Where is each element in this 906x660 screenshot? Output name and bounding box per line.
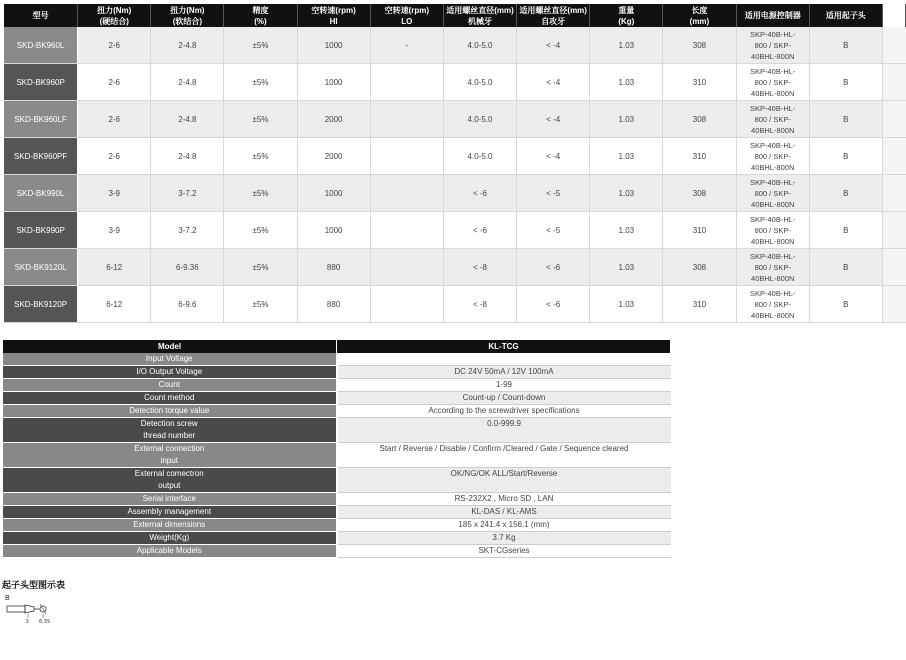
controller-row-value: Start / Reverse / Disable / Confirm /Cleared / Gate / Sequence cleared (337, 443, 671, 468)
spec-row (4, 175, 906, 212)
controller-row-value: 0.0-999.9 (337, 418, 671, 443)
spec-cell-length: 308 (663, 175, 736, 212)
spec-cell-acc: ±5% (224, 212, 297, 249)
controller-row (3, 353, 671, 366)
controller-row-value: 185 x 241.4 x 156.1 (mm) (337, 519, 671, 532)
spec-cell-bit: B (809, 212, 882, 249)
controller-row-label: Assembly management (3, 506, 337, 519)
spec-row-filler (882, 212, 905, 249)
spec-cell-soft: 2-4.8 (151, 64, 224, 101)
controller-row-label: External dimensions (3, 519, 337, 532)
spec-cell-length: 310 (663, 64, 736, 101)
spec-cell-weight: 1.03 (590, 286, 663, 323)
spec-cell-hi: 1000 (297, 64, 370, 101)
spec-cell-weight: 1.03 (590, 27, 663, 64)
spec-row (4, 64, 906, 101)
controller-row (3, 545, 671, 558)
spec-cell-bit: B (809, 175, 882, 212)
spec-cell-length: 310 (663, 138, 736, 175)
spec-cell-lo (370, 101, 443, 138)
spec-header-row (4, 4, 906, 27)
spec-header-7: 适用螺丝直径(mm) 自攻牙 (517, 4, 590, 27)
spec-cell-lo: - (370, 27, 443, 64)
controller-row-value: Count-up / Count-down (337, 392, 671, 405)
controller-row-value: RS-232X2 , Micro SD , LAN (337, 493, 671, 506)
spec-cell-mech: < -6 (443, 175, 516, 212)
controller-row-value (337, 353, 671, 366)
spec-cell-acc: ±5% (224, 101, 297, 138)
spec-cell-self: < -5 (517, 212, 590, 249)
controller-row-label: External comectron output (3, 468, 337, 493)
controller-table (3, 340, 671, 558)
spec-header-9: 长度 (mm) (663, 4, 736, 27)
spec-cell-self: < -4 (517, 138, 590, 175)
spec-cell-controller: SKP-40B-HL- 800 / SKP- 40BHL-800N (736, 27, 809, 64)
spec-row-filler (882, 27, 905, 64)
spec-header-0: 型号 (4, 4, 78, 27)
spec-header-filler (882, 4, 905, 27)
controller-row-label: Count (3, 379, 337, 392)
controller-row-label: External connection input (3, 443, 337, 468)
spec-cell-hard: 2-6 (78, 64, 151, 101)
spec-cell-hard: 3-9 (78, 175, 151, 212)
spec-cell-hi: 2000 (297, 138, 370, 175)
controller-row-label: Detection torque value (3, 405, 337, 418)
controller-row-value: OK/NG/OK ALL/Start/Reverse (337, 468, 671, 493)
spec-cell-hard: 3-9 (78, 212, 151, 249)
spec-cell-bit: B (809, 138, 882, 175)
spec-cell-hard: 6-12 (78, 249, 151, 286)
spec-header-4: 空转速(rpm) HI (297, 4, 370, 27)
controller-row (3, 418, 671, 443)
spec-cell-hi: 880 (297, 249, 370, 286)
spec-cell-lo (370, 138, 443, 175)
spec-cell-acc: ±5% (224, 286, 297, 323)
spec-cell-acc: ±5% (224, 175, 297, 212)
controller-row (3, 443, 671, 468)
spec-row (4, 286, 906, 323)
controller-row-label: Weight(Kg) (3, 532, 337, 545)
spec-cell-hi: 880 (297, 286, 370, 323)
spec-cell-self: < -4 (517, 27, 590, 64)
spec-cell-weight: 1.03 (590, 138, 663, 175)
controller-row-label: Detection screw thread number (3, 418, 337, 443)
bit-type-letter: B (5, 595, 10, 602)
controller-header-row (3, 340, 671, 353)
spec-cell-controller: SKP-40B-HL- 800 / SKP- 40BHL-800N (736, 212, 809, 249)
controller-row-label: Serial interface (3, 493, 337, 506)
spec-cell-soft: 2-4.8 (151, 138, 224, 175)
controller-row (3, 519, 671, 532)
spec-cell-bit: B (809, 27, 882, 64)
spec-cell-controller: SKP-40B-HL- 800 / SKP- 40BHL-800N (736, 138, 809, 175)
spec-cell-model: SKD-BK960LF (4, 101, 78, 138)
spec-cell-hard: 2-6 (78, 101, 151, 138)
spec-cell-hi: 2000 (297, 101, 370, 138)
spec-row (4, 138, 906, 175)
controller-row-value: 3.7 Kg (337, 532, 671, 545)
spec-cell-model: SKD-BK990P (4, 212, 78, 249)
spec-cell-controller: SKP-40B-HL- 800 / SKP- 40BHL-800N (736, 101, 809, 138)
spec-cell-mech: 4.0-5.0 (443, 64, 516, 101)
spec-cell-soft: 3-7.2 (151, 175, 224, 212)
spec-header-11: 适用起子头 (809, 4, 882, 27)
spec-cell-soft: 6-9.6 (151, 286, 224, 323)
spec-cell-length: 308 (663, 101, 736, 138)
controller-row (3, 405, 671, 418)
spec-row (4, 212, 906, 249)
controller-row-value: SKT-CGseries (337, 545, 671, 558)
spec-cell-lo (370, 64, 443, 101)
spec-header-8: 重量 (Kg) (590, 4, 663, 27)
spec-cell-hi: 1000 (297, 175, 370, 212)
spec-cell-self: < -4 (517, 64, 590, 101)
bit-dim-right: 6.35 (39, 619, 51, 625)
controller-row (3, 493, 671, 506)
spec-cell-self: < -4 (517, 101, 590, 138)
spec-cell-bit: B (809, 286, 882, 323)
spec-cell-mech: 4.0-5.0 (443, 101, 516, 138)
spec-cell-hi: 1000 (297, 212, 370, 249)
controller-row-value: KL-DAS / KL-AMS (337, 506, 671, 519)
spec-row-filler (882, 249, 905, 286)
spec-cell-lo (370, 286, 443, 323)
spec-cell-self: < -6 (517, 286, 590, 323)
spec-table (4, 4, 906, 323)
spec-cell-lo (370, 212, 443, 249)
spec-cell-hard: 6-12 (78, 286, 151, 323)
spec-cell-model: SKD-BK960L (4, 27, 78, 64)
spec-cell-model: SKD-BK960PF (4, 138, 78, 175)
controller-row (3, 468, 671, 493)
spec-header-2: 扭力(Nm) (软结合) (151, 4, 224, 27)
controller-row-label: Input Voltage (3, 353, 337, 366)
spec-cell-lo (370, 175, 443, 212)
controller-row (3, 506, 671, 519)
controller-row-value: According to the screwdriver specifications (337, 405, 671, 418)
spec-cell-soft: 6-9.36 (151, 249, 224, 286)
spec-header-6: 适用螺丝直径(mm) 机械牙 (443, 4, 516, 27)
spec-cell-hard: 2-6 (78, 27, 151, 64)
controller-row-label: Count method (3, 392, 337, 405)
spec-cell-weight: 1.03 (590, 64, 663, 101)
spec-cell-bit: B (809, 249, 882, 286)
spec-cell-soft: 3-7.2 (151, 212, 224, 249)
spec-row (4, 249, 906, 286)
spec-cell-self: < -5 (517, 175, 590, 212)
controller-row (3, 379, 671, 392)
spec-cell-model: SKD-BK990L (4, 175, 78, 212)
controller-row-value: DC 24V 50mA / 12V 100mA (337, 366, 671, 379)
controller-row (3, 392, 671, 405)
spec-header-3: 精度 (%) (224, 4, 297, 27)
controller-row-value: 1-99 (337, 379, 671, 392)
spec-cell-acc: ±5% (224, 27, 297, 64)
spec-cell-model: SKD-BK960P (4, 64, 78, 101)
spec-cell-weight: 1.03 (590, 175, 663, 212)
spec-row-filler (882, 138, 905, 175)
spec-header-5: 空转速(rpm) LO (370, 4, 443, 27)
controller-row (3, 366, 671, 379)
spec-cell-mech: 4.0-5.0 (443, 27, 516, 64)
spec-cell-controller: SKP-40B-HL- 800 / SKP- 40BHL-800N (736, 175, 809, 212)
screwdriver-bit-icon (6, 602, 56, 626)
spec-row-filler (882, 286, 905, 323)
spec-cell-model: SKD-BK9120L (4, 249, 78, 286)
spec-cell-controller: SKP-40B-HL- 800 / SKP- 40BHL-800N (736, 286, 809, 323)
spec-cell-hard: 2-6 (78, 138, 151, 175)
spec-cell-controller: SKP-40B-HL- 800 / SKP- 40BHL-800N (736, 249, 809, 286)
spec-row (4, 101, 906, 138)
spec-cell-bit: B (809, 64, 882, 101)
spec-header-10: 适用电源控制器 (736, 4, 809, 27)
controller-row-label: I/O Output Voltage (3, 366, 337, 379)
spec-row (4, 27, 906, 64)
spec-cell-lo (370, 249, 443, 286)
spec-cell-mech: < -8 (443, 286, 516, 323)
spec-cell-model: SKD-BK9120P (4, 286, 78, 323)
spec-cell-length: 308 (663, 27, 736, 64)
spec-row-filler (882, 175, 905, 212)
spec-header-1: 扭力(Nm) (硬结合) (78, 4, 151, 27)
spec-cell-mech: < -8 (443, 249, 516, 286)
spec-cell-controller: SKP-40B-HL- 800 / SKP- 40BHL-800N (736, 64, 809, 101)
controller-row-label: Applicable Models (3, 545, 337, 558)
spec-cell-mech: < -6 (443, 212, 516, 249)
spec-cell-acc: ±5% (224, 249, 297, 286)
spec-cell-hi: 1000 (297, 27, 370, 64)
spec-cell-self: < -6 (517, 249, 590, 286)
spec-cell-acc: ±5% (224, 138, 297, 175)
controller-header-label: Model (3, 340, 337, 353)
spec-cell-length: 308 (663, 249, 736, 286)
spec-cell-weight: 1.03 (590, 101, 663, 138)
controller-header-value: KL-TCG (337, 340, 671, 353)
spec-row-filler (882, 101, 905, 138)
spec-cell-soft: 2-4.8 (151, 101, 224, 138)
spec-cell-soft: 2-4.8 (151, 27, 224, 64)
spec-cell-acc: ±5% (224, 64, 297, 101)
bit-section-title: 起子头型图示表 (2, 580, 66, 590)
spec-cell-length: 310 (663, 286, 736, 323)
spec-cell-weight: 1.03 (590, 249, 663, 286)
spec-row-filler (882, 64, 905, 101)
spec-cell-length: 310 (663, 212, 736, 249)
spec-cell-weight: 1.03 (590, 212, 663, 249)
spec-cell-mech: 4.0-5.0 (443, 138, 516, 175)
bit-dim-left: .3 (24, 619, 29, 625)
controller-row (3, 532, 671, 545)
spec-cell-bit: B (809, 101, 882, 138)
